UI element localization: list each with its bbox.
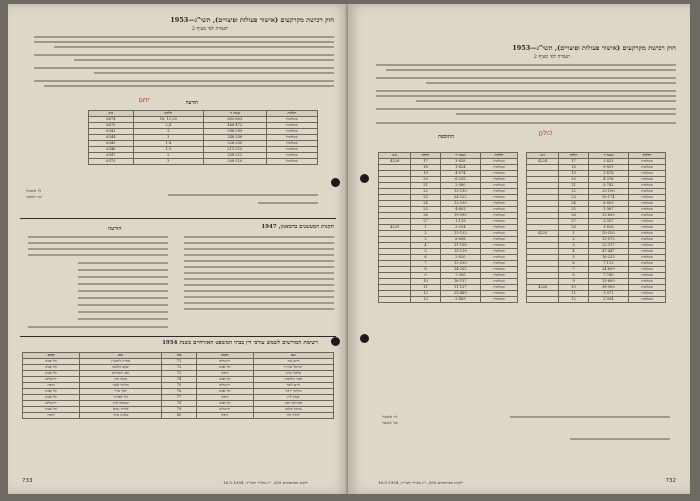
table-cell: 13-130 xyxy=(440,189,480,195)
table-cell: בשלמות xyxy=(480,231,517,237)
table-cell: 10 xyxy=(411,279,440,285)
table-cell: 4228 xyxy=(379,159,411,165)
table-cell: 13 xyxy=(411,297,440,303)
table-cell: 6674 xyxy=(89,117,134,123)
table-cell: בשלמות xyxy=(628,231,665,237)
table-cell: בשלמות xyxy=(480,171,517,177)
binding-hole xyxy=(360,174,369,183)
table-cell: 22 xyxy=(559,189,588,195)
table-cell: 468-472 xyxy=(203,123,266,129)
table-cell: 8-608 xyxy=(440,237,480,243)
table-cell: 21 xyxy=(411,183,440,189)
table-cell: 4225 xyxy=(527,231,559,237)
table-cell: 1 xyxy=(559,231,588,237)
table-cell: 211-215 xyxy=(203,147,266,153)
table-cell: 14-202 xyxy=(440,267,480,273)
table-header-cell: שטח ד׳ xyxy=(440,153,480,159)
table-cell: 2-489 xyxy=(440,297,480,303)
table-cell: 5-742 xyxy=(588,183,628,189)
table-cell: 5 xyxy=(559,255,588,261)
table-cell: 18 xyxy=(559,165,588,171)
table-cell: בשלמות xyxy=(266,159,317,165)
table-cell: 1 xyxy=(411,225,440,231)
table-cell: 4-802 xyxy=(440,207,480,213)
left-section-title: הודעה xyxy=(185,100,198,106)
table-header-cell: חלקה xyxy=(411,153,440,159)
table-cell: 24 xyxy=(559,201,588,207)
table-cell: בשלמות xyxy=(628,291,665,297)
table-cell: 3-314 xyxy=(440,225,480,231)
left-notice-title: תקנות המעשנים ברמאנון, 1947 xyxy=(261,224,334,230)
table-cell: 5 xyxy=(411,249,440,255)
table-cell: 11,20 ,18 xyxy=(133,117,203,123)
table-cell: בשלמות xyxy=(628,249,665,255)
table-header-cell: חלקות xyxy=(266,111,317,117)
table-cell: בשלמות xyxy=(480,279,517,285)
table-cell: בשלמות xyxy=(628,177,665,183)
table-header-cell: חלקות xyxy=(628,153,665,159)
table-cell: בשלמות xyxy=(628,171,665,177)
table-cell: 23 xyxy=(411,195,440,201)
table-cell: 0-851 xyxy=(588,165,628,171)
table-cell: 6346 xyxy=(89,147,134,153)
table-cell xyxy=(527,297,559,303)
right-page-header: חוק רכישת מקרקעים (אישור פעולות ופיצויים), תשי"ג—1953 xyxy=(512,44,676,52)
table-cell: בשלמות xyxy=(266,153,317,159)
table-cell: בשלמות xyxy=(266,123,317,129)
table-cell: בשלמות xyxy=(480,207,517,213)
left-parcels-table xyxy=(88,110,318,165)
table-header-cell: שטח ד׳ xyxy=(203,111,266,117)
table-cell: בשלמות xyxy=(266,135,317,141)
table-cell: בשלמות xyxy=(266,147,317,153)
table-cell: 28 xyxy=(559,225,588,231)
table-cell: 1-071 xyxy=(588,291,628,297)
table-cell: 11 xyxy=(559,291,588,297)
table-cell: בשלמות xyxy=(480,243,517,249)
binding-hole xyxy=(331,337,340,346)
table-cell: 1-3 xyxy=(133,147,203,153)
table-cell: 6-235 xyxy=(440,177,480,183)
table-cell: 396-399 xyxy=(203,129,266,135)
table-cell: 19-090 xyxy=(440,213,480,219)
table-cell: 6347 xyxy=(89,153,134,159)
table-cell: 6-803 xyxy=(588,201,628,207)
table-cell: בשלמות xyxy=(480,261,517,267)
right-handwritten-note: כולם xyxy=(537,128,553,138)
table-cell: בשלמות xyxy=(628,207,665,213)
table-cell: 4 xyxy=(411,243,440,249)
table-cell: 246-250 xyxy=(203,135,266,141)
table-cell: 24-609 xyxy=(588,267,628,273)
table-cell: 10-520 xyxy=(588,231,628,237)
right-parcels-table-right xyxy=(526,152,666,303)
table-cell: 12-100 xyxy=(440,201,480,207)
table-cell: בשלמות xyxy=(480,219,517,225)
table-cell: בשלמות xyxy=(480,285,517,291)
table-header-cell: חלקה xyxy=(133,111,203,117)
table-cell: 7-112 xyxy=(588,261,628,267)
table-header-cell: גוש xyxy=(527,153,559,159)
table-cell: 12 xyxy=(411,291,440,297)
table-cell: 1-828 xyxy=(588,225,628,231)
table-cell: 25 xyxy=(411,207,440,213)
left-page: חוק רכישת מקרקעים (אישור פעולות ופיצויים), תשי"ג—1953 תעודה לפי סעיף 2 יחס הודעה חלקות שטח ד׳ חלקה גוש בשלמות 652-653 11,20 ,18 6674 בשלמות 468-472 2,4 6675 בשלמות 396-399 3 6343 בשלמות 246-250 3 6344 בשלמות 226-230 1-4 6345 בשלמות 211-215 1-3 6346 בשלמות 208-212 2 6347 בשלמות 208-210 3 6372 לוי אשכול שר האוצר תקנות המעשנים ברמאנון, 1947 הודעה רשימת המורשים לשמש עורכי דין בבתי המשפט האזרחיים בשנת 1954 שם מקום מס׳ שם מקום חיים עזר ירושלים 71 אהרון ליפשיץ תל אביב ישראל שוורץ תל אביב 72 יעקב קלמנס תל אביב שלמה אייזן חיפה 73 זאב ורטהיים תל אביב אשר גולדברג תל אביב 74 משה כהן ירושלים חיים ליבר ירושלים 75 מרדכי לבנה חיפה מרדכי ירדני תל אביב 76 יוסף ארזי תל אביב יצחק לוין חיפה 77 דוד אפרתי תל אביב אברהם רובין תל אביב 78 שמואל פרץ ירושלים בנימין שלום ירושלים 79 אליהו נחום תל אביב יהודה קרן חיפה 80 שלמה ברגר חיפה 733 ילקוט הפרסומים 355, י"ג באייר תשי"ד, 16.5.1954 xyxy=(8,4,348,494)
table-cell: 9 xyxy=(411,273,440,279)
table-cell: בשלמות xyxy=(628,165,665,171)
table-cell: 4-074 xyxy=(440,171,480,177)
table-cell: 226-230 xyxy=(203,141,266,147)
table-cell: 208-210 xyxy=(203,159,266,165)
table-cell: 3-478 xyxy=(588,171,628,177)
table-cell: בשלמות xyxy=(266,117,317,123)
right-section-title: התוספת xyxy=(438,134,454,140)
right-page: חוק רכישת מקרקעים (אישור פעולות ופיצויים), תשי"ג—1953 תעודה לפי סעיף 2 כולם התוספת חלקות שטח ד׳ חלקה גוש בשלמות 3-638 17 4228 בשלמות 1-424 18 בשלמות 4-074 19 בשלמות 6-235 20 בשלמות 2-080 21 בשלמות 13-130 22 בשלמות 34-222 23 בשלמות 12-100 24 בשלמות 4-802 25 בשלמות 19-090 26 בשלמות 1-135 27 בשלמות 3-314 1 4229 בשלמות 11-133 2 בשלמות 8-608 3 בשלמות 11-198 4 בשלמות 15-119 5 בשלמות 2-820 6 בשלמות 12-030 7 בשלמות 14-202 8 בשלמות 7-300 9 בשלמות 16-137 10 בשלמות 11-137 11 בשלמות 25-489 12 בשלמות 2-489 13 חלקות שטח ד׳ חלקה גוש בשלמות 2-433 17 4224 בשלמות 0-851 18 בשלמות 3-478 19 בשלמות 4-376 20 בשלמות 5-742 21 בשלמות 23-100 22 בשלמות 10-174 23 בשלמות 6-803 24 בשלמות 1-367 25 בשלמות 13-650 26 בשלמות 3-307 27 בשלמות 1-828 28 בשלמות 10-520 1 4225 בשלמות 12-072 2 בשלמות 22-377 3 בשלמות 47-447 4 בשלמות 16-325 5 בשלמות 7-112 6 בשלמות 24-609 7 בשלמות 7-749 8 בשלמות 15-600 9 בשלמות 18-900 10 4226 בשלמות 1-071 11 בשלמות 2-004 12 לוי אשכול שר האוצר 732 ילקוט הפרסומים 355, י"ג באייר תשי"ד, 16.5.1954 xyxy=(348,4,690,494)
table-cell: בשלמות xyxy=(480,297,517,303)
table-cell: 16-325 xyxy=(588,255,628,261)
table-cell: 6 xyxy=(559,261,588,267)
table-cell: בשלמות xyxy=(628,243,665,249)
table-row xyxy=(527,297,666,303)
table-cell: 3-307 xyxy=(588,219,628,225)
left-notice-heading: הודעה xyxy=(108,226,122,232)
table-cell: 1-4 xyxy=(133,141,203,147)
table-cell: 27 xyxy=(411,219,440,225)
table-cell: 26 xyxy=(411,213,440,219)
table-cell: 11-137 xyxy=(440,285,480,291)
table-cell: 6343 xyxy=(89,129,134,135)
binding-hole xyxy=(360,334,369,343)
table-cell: בשלמות xyxy=(628,273,665,279)
table-cell: 3 xyxy=(559,243,588,249)
table-cell: 7 xyxy=(411,261,440,267)
table-cell: 6344 xyxy=(89,135,134,141)
table-cell: 4-376 xyxy=(588,177,628,183)
table-cell: 16-137 xyxy=(440,279,480,285)
table-cell: בשלמות xyxy=(480,213,517,219)
left-page-subheader: תעודה לפי סעיף 2 xyxy=(191,26,228,32)
table-cell: 2-433 xyxy=(588,159,628,165)
table-header-cell: חלקה xyxy=(559,153,588,159)
left-page-header: חוק רכישת מקרקעים (אישור פעולות ופיצויים), תשי"ג—1953 xyxy=(170,16,334,24)
table-cell: בשלמות xyxy=(628,189,665,195)
table-cell: בשלמות xyxy=(628,237,665,243)
table-cell: 6372 xyxy=(89,159,134,165)
table-cell: 17 xyxy=(559,159,588,165)
table-cell: 4 xyxy=(559,249,588,255)
table-header-cell: גוש xyxy=(379,153,411,159)
table-cell: 15-600 xyxy=(588,279,628,285)
binding-hole xyxy=(331,178,340,187)
left-footer: ילקוט הפרסומים 355, י"ג באייר תשי"ד, 16.5.1954 xyxy=(223,480,308,485)
table-cell: 2,4 xyxy=(133,123,203,129)
left-handwritten-note: יחס xyxy=(137,95,149,105)
table-cell: 1-367 xyxy=(588,207,628,213)
table-cell: 208-212 xyxy=(203,153,266,159)
table-cell: 47-447 xyxy=(588,249,628,255)
table-cell: בשלמות xyxy=(480,267,517,273)
table-header-cell: חלקות xyxy=(480,153,517,159)
table-cell: בשלמות xyxy=(628,279,665,285)
table-cell: 3 xyxy=(411,237,440,243)
table-cell: 13-650 xyxy=(588,213,628,219)
table-cell: בשלמות xyxy=(628,255,665,261)
table-cell: 15-119 xyxy=(440,249,480,255)
table-cell: 25 xyxy=(559,207,588,213)
table-cell: בשלמות xyxy=(480,273,517,279)
table-cell: 8 xyxy=(411,267,440,273)
right-footer: ילקוט הפרסומים 355, י"ג באייר תשי"ד, 16.5.1954 xyxy=(378,480,463,485)
table-cell: בשלמות xyxy=(628,201,665,207)
table-cell: 23 xyxy=(559,195,588,201)
table-cell: בשלמות xyxy=(628,213,665,219)
left-page-number: 733 xyxy=(22,478,33,484)
table-cell: 25-489 xyxy=(440,291,480,297)
table-cell: 9 xyxy=(559,279,588,285)
table-cell: 2-820 xyxy=(440,255,480,261)
table-cell: 12-030 xyxy=(440,261,480,267)
table-cell xyxy=(379,297,411,303)
table-cell: בשלמות xyxy=(480,237,517,243)
right-page-subheader: תעודה לפי סעיף 2 xyxy=(533,54,570,60)
table-cell: בשלמות xyxy=(628,267,665,273)
document-spread xyxy=(8,4,690,494)
table-cell: בשלמות xyxy=(480,195,517,201)
table-header-cell: שטח ד׳ xyxy=(588,153,628,159)
table-cell: 24 xyxy=(411,201,440,207)
table-cell: 12 xyxy=(559,297,588,303)
table-cell: 11-133 xyxy=(440,231,480,237)
right-parcels-table-left xyxy=(378,152,518,303)
table-cell: בשלמות xyxy=(480,165,517,171)
table-cell: בשלמות xyxy=(628,219,665,225)
table-cell: 22 xyxy=(411,189,440,195)
table-cell: 8 xyxy=(559,273,588,279)
table-cell: 1-424 xyxy=(440,165,480,171)
table-cell: 18 xyxy=(411,165,440,171)
table-cell: 7 xyxy=(559,267,588,273)
table-cell: 10-174 xyxy=(588,195,628,201)
table-cell: 7-300 xyxy=(440,273,480,279)
table-cell: בשלמות xyxy=(628,183,665,189)
table-cell: בשלמות xyxy=(266,141,317,147)
table-cell: בשלמות xyxy=(480,255,517,261)
table-cell: בשלמות xyxy=(480,249,517,255)
left-lists-title: רשימת המורשים לשמש עורכי דין בבתי המשפט האזרחיים בשנת 1954 xyxy=(162,340,318,346)
table-cell: 4229 xyxy=(379,225,411,231)
table-cell: 22-377 xyxy=(588,243,628,249)
table-cell: 3 xyxy=(133,159,203,165)
table-cell: בשלמות xyxy=(480,183,517,189)
table-cell: בשלמות xyxy=(628,195,665,201)
table-cell: 2 xyxy=(559,237,588,243)
table-cell: 10 xyxy=(559,285,588,291)
table-cell: 26 xyxy=(559,213,588,219)
table-cell: בשלמות xyxy=(480,189,517,195)
table-cell: בשלמות xyxy=(480,177,517,183)
table-cell: 3 xyxy=(133,129,203,135)
table-header-cell: גוש xyxy=(89,111,134,117)
table-cell: 12-072 xyxy=(588,237,628,243)
table-cell: בשלמות xyxy=(628,285,665,291)
table-cell: 652-653 xyxy=(203,117,266,123)
table-cell: 27 xyxy=(559,219,588,225)
table-cell: 1-135 xyxy=(440,219,480,225)
table-cell: 2-080 xyxy=(440,183,480,189)
table-cell: 2 xyxy=(133,153,203,159)
table-cell: 20 xyxy=(411,177,440,183)
table-row xyxy=(379,297,518,303)
table-cell: 6 xyxy=(411,255,440,261)
table-cell: בשלמות xyxy=(480,225,517,231)
table-cell: 23-100 xyxy=(588,189,628,195)
table-cell: 19 xyxy=(559,171,588,177)
table-cell: 34-222 xyxy=(440,195,480,201)
table-cell: 11-198 xyxy=(440,243,480,249)
table-cell: 18-900 xyxy=(588,285,628,291)
table-cell: בשלמות xyxy=(480,159,517,165)
table-cell: 3-638 xyxy=(440,159,480,165)
table-cell: 3 xyxy=(133,135,203,141)
table-cell: 17 xyxy=(411,159,440,165)
table-cell: 21 xyxy=(559,183,588,189)
right-page-number: 732 xyxy=(665,478,676,484)
table-cell: בשלמות xyxy=(628,225,665,231)
table-row xyxy=(89,159,318,165)
table-cell: 7-749 xyxy=(588,273,628,279)
table-cell: בשלמות xyxy=(480,201,517,207)
table-cell: בשלמות xyxy=(480,291,517,297)
table-cell: 4224 xyxy=(527,159,559,165)
table-cell: בשלמות xyxy=(628,297,665,303)
table-cell: 4226 xyxy=(527,285,559,291)
table-cell: 2-004 xyxy=(588,297,628,303)
table-cell: בשלמות xyxy=(266,129,317,135)
table-cell: בשלמות xyxy=(628,261,665,267)
table-cell: 11 xyxy=(411,285,440,291)
table-cell: בשלמות xyxy=(628,159,665,165)
left-lawyers-table: שם מקום מס׳ שם מקום חיים עזר ירושלים 71 אהרון ליפשיץ תל אביב ישראל שוורץ תל אביב 72 יעקב קלמנס תל אביב שלמה אייזן חיפה 73 זאב ורטהיים תל אביב אשר גולדברג תל אביב 74 משה כהן ירושלים חיים ליבר ירושלים 75 מרדכי לבנה חיפה מרדכי ירדני תל אביב 76 יוסף ארזי תל אביב יצחק לוין חיפה 77 דוד אפרתי תל אביב אברהם רובין תל אביב 78 שמואל פרץ ירושלים בנימין שלום ירושלים 79 אליהו נחום תל אביב יהודה קרן חיפה 80 שלמה ברגר חיפה xyxy=(22,352,334,419)
table-cell: 6345 xyxy=(89,141,134,147)
table-cell: 19 xyxy=(411,171,440,177)
table-cell: 20 xyxy=(559,177,588,183)
table-cell: 2 xyxy=(411,231,440,237)
table-cell: 6675 xyxy=(89,123,134,129)
